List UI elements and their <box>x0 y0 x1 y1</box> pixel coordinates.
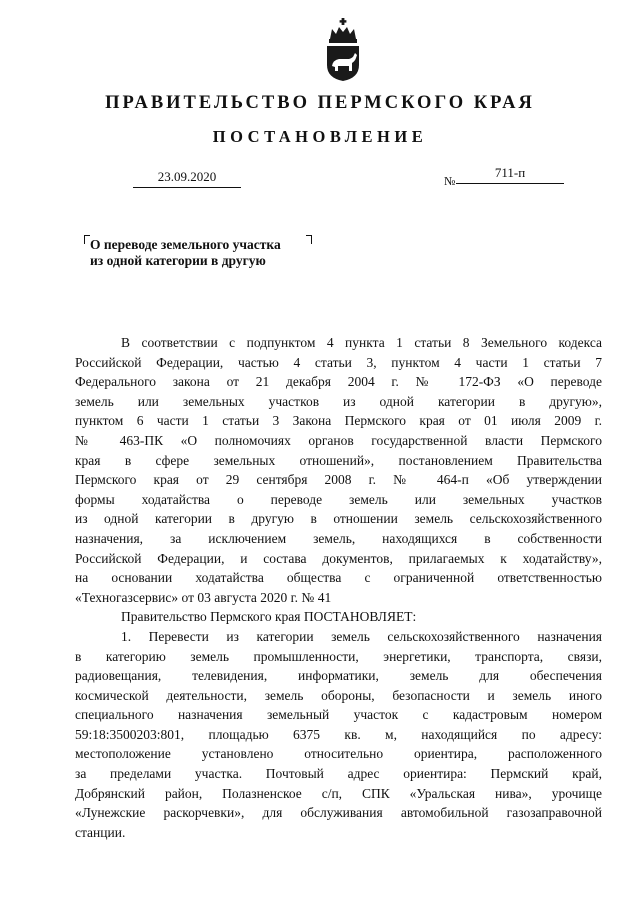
government-title: ПРАВИТЕЛЬСТВО ПЕРМСКОГО КРАЯ <box>105 93 535 113</box>
number-label: № <box>444 174 456 188</box>
text-line: на основании ходатайства общества с ограниченной ответственностью <box>75 570 602 586</box>
text-line: 1. Перевести из категории земель сельскохозяйственного назначения <box>121 628 602 644</box>
text-line: космической деятельности, земель обороны, безопасности и земель иного <box>75 687 602 703</box>
text-line: 59:18:3500203:801, площадью 6375 кв. м, находящийся по адресу: <box>75 726 602 742</box>
subject-line: из одной категории в другую <box>90 252 266 268</box>
document-type: ПОСТАНОВЛЕНИЕ <box>212 127 428 146</box>
text-line: «Техногазсервис» от 03 августа 2020 г. № 41 <box>75 589 332 605</box>
resolution-body <box>75 333 602 842</box>
text-line: местоположение установлено относительно ориентира, расположенного <box>75 746 602 762</box>
text-line: из одной категории в другую в отношении земель сельскохозяйственного <box>75 511 602 527</box>
text-line: «Лунежские раскорчевки», для обслуживания автомобильной газозаправочной <box>75 805 602 821</box>
text-line: Пермского края от 29 сентября 2008 г. № 464-п «Об утверждении <box>75 472 602 488</box>
coat-of-arms-icon <box>325 18 361 82</box>
subject-heading <box>90 237 281 268</box>
text-line: Правительство Пермского края ПОСТАНОВЛЯЕТ: <box>121 609 417 625</box>
text-line: края в сфере земельных отношений», постановлением Правительства <box>75 452 602 468</box>
document-date: 23.09.2020 <box>133 169 241 188</box>
text-line: назначения, за исключением земель, находящихся в собственности <box>75 530 602 546</box>
text-line: Добрянский район, Полазненское с/п, СПК «Уральская нива», урочище <box>75 785 602 801</box>
text-line: В соответствии с подпунктом 4 пункта 1 статьи 8 Земельного кодекса <box>121 335 602 350</box>
text-line: № 463-ПК «О полномочиях органов государственной власти Пермского <box>75 432 602 448</box>
text-line: станции. <box>75 824 126 840</box>
document-number: 711-п <box>456 165 564 184</box>
text-line: Федерального закона от 21 декабря 2004 г. № 172-ФЗ «О переводе <box>75 374 602 390</box>
text-line: в категорию земель промышленности, энергетики, транспорта, связи, <box>75 648 602 664</box>
subject-line: О переводе земельного участка <box>90 237 281 252</box>
text-line: радиовещания, телевидения, информатики, земель для обеспечения <box>75 668 602 684</box>
text-line: формы ходатайства о переводе земель или земельных участков <box>75 491 602 507</box>
text-line: Российской Федерации, и состава документов, прилагаемых к ходатайству», <box>75 550 602 566</box>
text-line: Российской Федерации, частью 4 статьи 3, пунктом 4 части 1 статьи 7 <box>75 354 602 370</box>
text-line: специального назначения земельный участок с кадастровым номером <box>75 707 602 723</box>
text-line: пунктом 6 части 1 статьи 3 Закона Пермского края от 01 июля 2009 г. <box>75 413 602 429</box>
text-line: за пределами участка. Почтовый адрес ориентира: Пермский край, <box>75 766 602 782</box>
subject-bracket-right <box>306 235 312 244</box>
text-line: земель или земельных участков из одной категории в другую», <box>75 393 602 409</box>
